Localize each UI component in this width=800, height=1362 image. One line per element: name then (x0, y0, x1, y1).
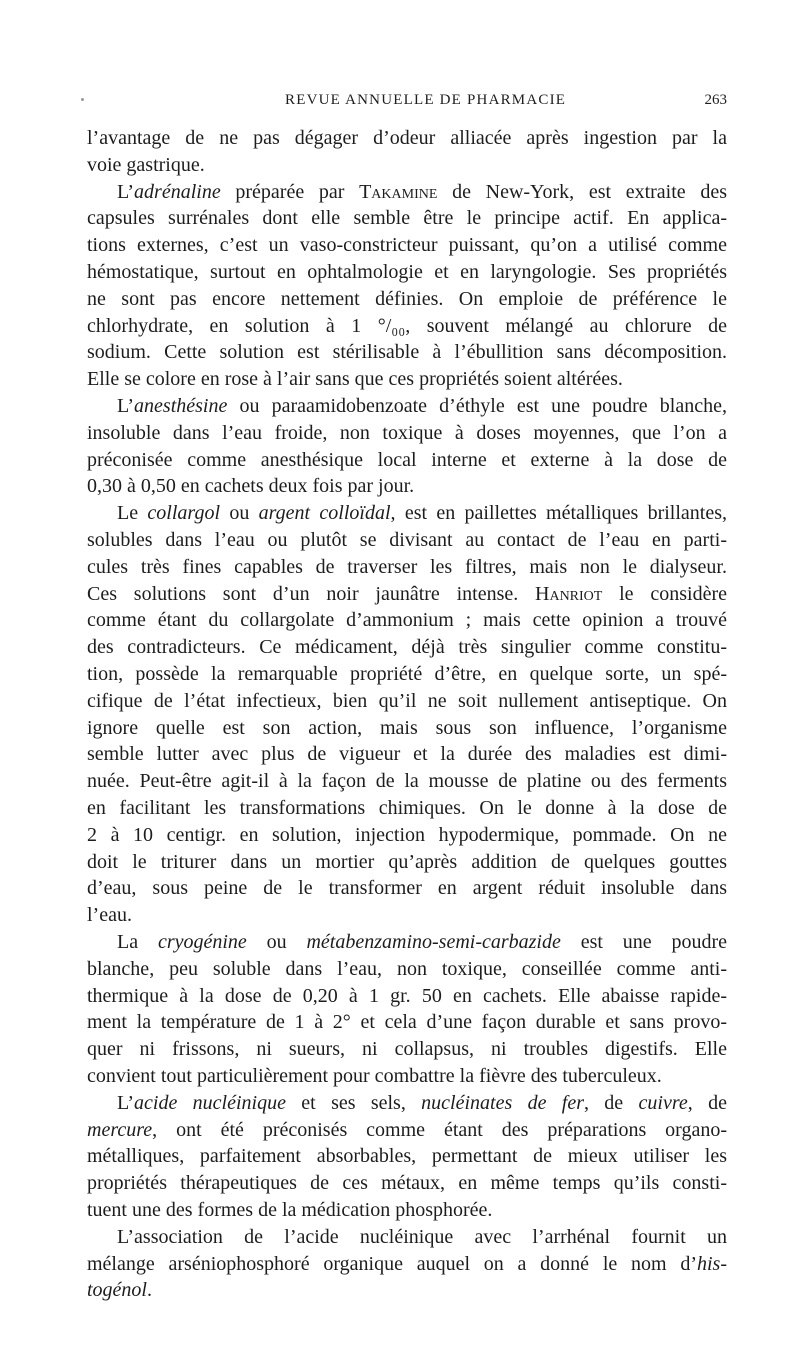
text-line: nuée. Peut-être agit-il à la façon de la mousse de platine ou des ferments (87, 770, 727, 793)
text-line: d’eau, sous peine de le transformer en argent réduit insoluble dans (87, 877, 727, 900)
text-line: tion, possède la remarquable propriété d’être, en quelque sorte, un spé- (87, 663, 727, 685)
text-line: thermique à la dose de 0,20 à 1 gr. 50 en cachets. Elle abaisse rapide- (87, 984, 727, 1007)
text-line: L’adrénaline préparée par Takamine de New-York, est extraite des (117, 180, 727, 203)
text-line: chlorhydrate, en solution à 1 °/₀₀, souvent mélangé au chlorure de (87, 314, 727, 337)
text-line: La cryogénine ou métabenzamino-semi-carbazide est une poudre (117, 931, 728, 953)
text-line: blanche, peu soluble dans l’eau, non toxique, conseillée comme anti- (87, 957, 727, 980)
text-line: ment la température de 1 à 2° et cela d’une façon durable et sans provo- (87, 1011, 727, 1034)
text-line: semble lutter avec plus de vigueur et la durée des maladies est dimi- (87, 743, 727, 766)
text-line: L’acide nucléinique et ses sels, nucléinates de fer, de cuivre, de (117, 1091, 727, 1114)
page-number: 263 (704, 92, 727, 108)
text-line: mercure, ont été préconisés comme étant des préparations organo- (87, 1118, 727, 1141)
text-line: tuent une des formes de la médication phosphorée. (87, 1199, 493, 1221)
text-line: hémostatique, surtout en ophtalmologie et en laryngologie. Ses propriétés (87, 261, 727, 283)
running-header (87, 92, 727, 116)
text-line: l’eau. (87, 904, 132, 927)
text-line: doit le triturer dans un mortier qu’après addition de quelques gouttes (87, 850, 727, 873)
text-line: 0,30 à 0,50 en cachets deux fois par jour. (87, 475, 415, 498)
text-line: ignore quelle est son action, mais sous son influence, l’organisme (87, 716, 727, 739)
text-line: quer ni frissons, ni sueurs, ni collapsus, ni troubles digestifs. Elle (87, 1038, 727, 1061)
text-line: capsules surrénales dont elle semble être le principe actif. En applica- (87, 207, 727, 230)
running-title: REVUE ANNUELLE DE PHARMACIE (285, 92, 567, 108)
text-line: Ces solutions sont d’un noir jaunâtre intense. Hanriot le considère (87, 582, 727, 605)
text-line: en facilitant les transformations chimiques. On le donne à la dose de (87, 797, 727, 819)
text-line: propriétés thérapeutiques de ces métaux, en même temps qu’ils consti- (87, 1172, 727, 1195)
text-line: métalliques, parfaitement absorbables, permettant de mieux utiliser les (87, 1145, 727, 1168)
text-line: mélange arséniophosphoré organique auquel on a donné le nom d’his- (87, 1252, 727, 1275)
text-line: 2 à 10 centigr. en solution, injection hypodermique, pommade. On ne (87, 823, 727, 846)
text-line: togénol. (87, 1279, 152, 1302)
text-line: Elle se colore en rose à l’air sans que ces propriétés soient altérées. (87, 368, 623, 391)
text-line: convient tout particulièrement pour combattre la fièvre des tuberculeux. (87, 1065, 662, 1087)
text-line: des contradicteurs. Ce médicament, déjà très singulier comme constitu- (87, 636, 727, 659)
text-line: cifique de l’état infectieux, bien qu’il ne soit nullement antiseptique. On (87, 689, 727, 712)
text-line: comme étant du collargolate d’ammonium ; mais cette opinion a trouvé (87, 609, 727, 632)
text-line: sodium. Cette solution est stérilisable à l’ébullition sans décomposition. (87, 341, 727, 364)
margin-dot (81, 98, 84, 101)
text-line: Le collargol ou argent colloïdal, est en paillettes métalliques brillantes, (117, 502, 727, 525)
text-line: préconisée comme anesthésique local interne et externe à la dose de (87, 448, 727, 471)
text-line: insoluble dans l’eau froide, non toxique à doses moyennes, que l’on a (87, 421, 727, 444)
text-line: solubles dans l’eau ou plutôt se divisant au contact de l’eau en parti- (87, 529, 727, 551)
text-line: L’association de l’acide nucléinique avec l’arrhénal fournit un (117, 1225, 727, 1248)
text-line: cules très fines capables de traverser les filtres, mais non le dialyseur. (87, 555, 727, 578)
text-line: voie gastrique. (87, 153, 205, 176)
text-line: tions externes, c’est un vaso-constricteur puissant, qu’on a utilisé comme (87, 234, 727, 257)
text-line: ne sont pas encore nettement définies. On emploie de préférence le (87, 287, 727, 310)
text-line: L’anesthésine ou paraamidobenzoate d’éthyle est une poudre blanche, (117, 395, 727, 417)
text-line: l’avantage de ne pas dégager d’odeur alliacée après ingestion par la (87, 127, 727, 149)
